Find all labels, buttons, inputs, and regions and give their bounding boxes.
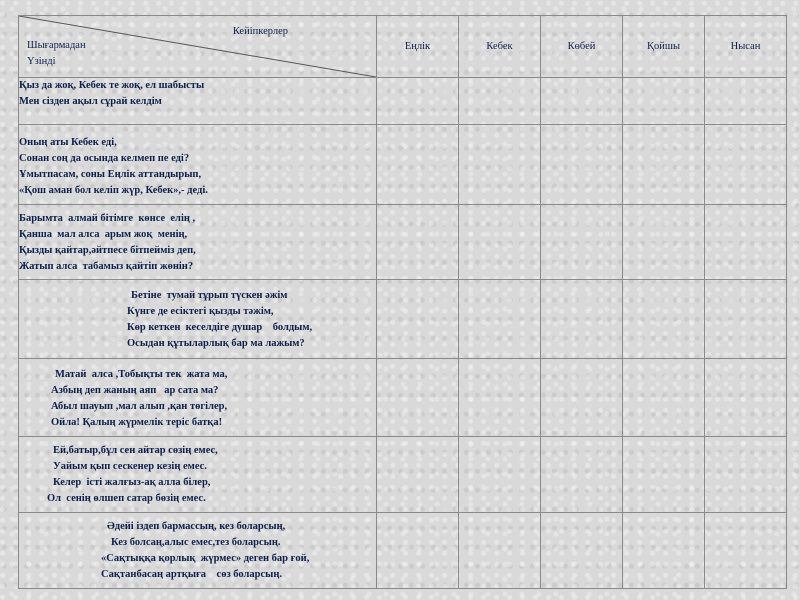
answer-cell[interactable] bbox=[459, 437, 541, 513]
excerpt-line: Сақтанбасаң артқыға сөз боларсың. bbox=[101, 569, 283, 580]
excerpt-line: Қызды қайтар,әйтпесе бітпейміз деп, bbox=[19, 245, 196, 256]
answer-cell[interactable] bbox=[623, 125, 705, 205]
work-label: Шығармадан bbox=[27, 40, 86, 51]
answer-cell[interactable] bbox=[705, 280, 787, 359]
excerpt-line: Бетіне тумай тұрып түскен әжім bbox=[131, 290, 288, 301]
answer-cell[interactable] bbox=[541, 205, 623, 280]
excerpt-line: Ойла! Қалың жүрмелік теріс батқа! bbox=[51, 417, 223, 428]
excerpt-line: Көр кеткен кеселдіге душар болдым, bbox=[127, 322, 313, 333]
excerpt-cell bbox=[19, 513, 377, 589]
excerpt-line: Сонан соң да осында келмеп пе еді? bbox=[19, 153, 190, 164]
answer-cell[interactable] bbox=[377, 513, 459, 589]
characters-label: Кейіпкерлер bbox=[232, 26, 288, 37]
answer-cell[interactable] bbox=[541, 437, 623, 513]
answer-cell[interactable] bbox=[705, 205, 787, 280]
answer-cell[interactable] bbox=[459, 125, 541, 205]
column-header-nysan: Нысан bbox=[705, 16, 787, 78]
excerpt-line: Мен сізден ақыл сұрай келдім bbox=[19, 96, 162, 107]
answer-cell[interactable] bbox=[541, 359, 623, 437]
answer-cell[interactable] bbox=[377, 359, 459, 437]
answer-cell[interactable] bbox=[541, 513, 623, 589]
excerpt-cell bbox=[19, 280, 377, 359]
answer-cell[interactable] bbox=[541, 78, 623, 125]
excerpt-line: Келер істі жалғыз-ақ алла білер, bbox=[53, 477, 211, 488]
excerpt-line: Ей,батыр,бұл сен айтар сөзің емес, bbox=[53, 445, 218, 456]
answer-cell[interactable] bbox=[377, 205, 459, 280]
answer-cell[interactable] bbox=[623, 513, 705, 589]
column-header-koishy: Қойшы bbox=[623, 16, 705, 78]
table-row bbox=[19, 78, 787, 125]
answer-cell[interactable] bbox=[705, 78, 787, 125]
answer-cell[interactable] bbox=[623, 359, 705, 437]
answer-cell[interactable] bbox=[377, 78, 459, 125]
table-row bbox=[19, 513, 787, 589]
answer-cell[interactable] bbox=[377, 125, 459, 205]
excerpt-line: «Сақтыққа қорлық жүрмес» деген бар ғой, bbox=[101, 553, 310, 564]
answer-cell[interactable] bbox=[459, 280, 541, 359]
excerpt-cell bbox=[19, 205, 377, 280]
answer-cell[interactable] bbox=[377, 280, 459, 359]
excerpt-line: Күнге де есіктегі қызды тәжім, bbox=[127, 306, 274, 317]
excerpt-line: Осыдан құтыларлық бар ма лажым? bbox=[127, 338, 305, 349]
column-header-kobei: Көбей bbox=[541, 16, 623, 78]
characters-table bbox=[18, 15, 787, 589]
excerpt-cell bbox=[19, 437, 377, 513]
answer-cell[interactable] bbox=[623, 205, 705, 280]
header-row bbox=[19, 16, 787, 78]
column-header-enlik: Еңлік bbox=[377, 16, 459, 78]
answer-cell[interactable] bbox=[459, 78, 541, 125]
excerpt-line: «Қош аман бол келіп жүр, Кебек»,- деді. bbox=[19, 185, 208, 196]
excerpt-line: Оның аты Кебек еді, bbox=[19, 137, 117, 148]
column-header-kebek: Кебек bbox=[459, 16, 541, 78]
excerpt-cell bbox=[19, 78, 377, 125]
answer-cell[interactable] bbox=[705, 125, 787, 205]
answer-cell[interactable] bbox=[459, 359, 541, 437]
excerpt-line: Әдейі іздеп бармассың, кез боларсың, bbox=[107, 521, 286, 532]
answer-cell[interactable] bbox=[705, 513, 787, 589]
excerpt-line: Уайым қып сескенер кезің емес. bbox=[53, 461, 207, 472]
answer-cell[interactable] bbox=[541, 280, 623, 359]
answer-cell[interactable] bbox=[623, 280, 705, 359]
excerpt-line: Барымта алмай бітімге көнсе елің , bbox=[19, 213, 196, 224]
answer-cell[interactable] bbox=[459, 205, 541, 280]
excerpt-cell bbox=[19, 125, 377, 205]
table-row bbox=[19, 280, 787, 359]
excerpt-line: Азбың деп жаның аяп ар сата ма? bbox=[51, 385, 219, 396]
diagonal-header-cell bbox=[19, 16, 377, 78]
excerpt-line: Ұмытпасам, соны Еңлік аттандырып, bbox=[19, 169, 202, 180]
table-row bbox=[19, 205, 787, 280]
table-row bbox=[19, 125, 787, 205]
answer-cell[interactable] bbox=[459, 513, 541, 589]
answer-cell[interactable] bbox=[541, 125, 623, 205]
excerpt-line: Қыз да жоқ, Кебек те жоқ, ел шабысты bbox=[19, 80, 205, 91]
excerpt-line: Жатып алса табамыз қайтіп жөнін? bbox=[19, 261, 194, 272]
answer-cell[interactable] bbox=[705, 359, 787, 437]
excerpt-label: Үзінді bbox=[27, 56, 56, 67]
excerpt-line: Кез болсаң,алыс емес,тез боларсың. bbox=[111, 537, 281, 548]
answer-cell[interactable] bbox=[377, 437, 459, 513]
answer-cell[interactable] bbox=[705, 437, 787, 513]
excerpt-line: Қанша мал алса арым жоқ менің, bbox=[19, 229, 188, 240]
excerpt-cell bbox=[19, 359, 377, 437]
excerpt-line: Ол сенің өлшеп сатар бөзің емес. bbox=[47, 493, 206, 504]
table-row bbox=[19, 437, 787, 513]
answer-cell[interactable] bbox=[623, 437, 705, 513]
table-row bbox=[19, 359, 787, 437]
excerpt-line: Абыл шауып ,мал алып ,қан төгілер, bbox=[51, 401, 228, 412]
answer-cell[interactable] bbox=[623, 78, 705, 125]
excerpt-line: Матай алса ,Тобықты тек жата ма, bbox=[55, 369, 228, 380]
